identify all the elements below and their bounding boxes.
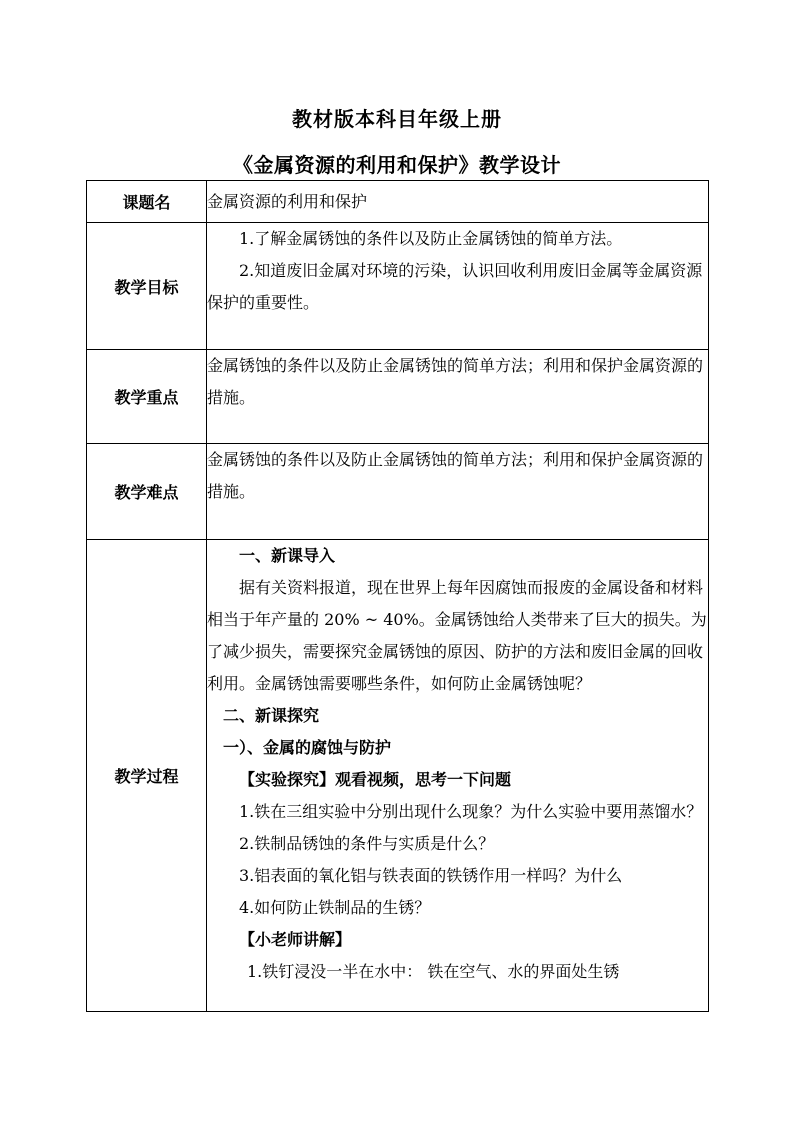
lesson-title: 《金属资源的利用和保护》教学设计 (233, 153, 561, 177)
question-item: 3.铝表面的氧化铝与铁表面的铁锈作用一样吗？为什么 (239, 866, 623, 885)
question-item: 1.铁在三组实验中分别出现什么现象？为什么实验中要用蒸馏水？ (239, 802, 703, 821)
difficulties-text: 金属锈蚀的条件以及防止金属锈蚀的简单方法；利用和保护金属资源的措施。 (207, 444, 709, 540)
objective-item: 1.了解金属锈蚀的条件以及防止金属锈蚀的简单方法。 (239, 229, 623, 248)
objectives-label: 教学目标 (87, 223, 207, 350)
process-row (87, 540, 709, 1012)
experiment-heading: 【实验探究】观看视频，思考一下问题 (239, 770, 512, 789)
process-label: 教学过程 (87, 540, 207, 1012)
key-points-label: 教学重点 (87, 350, 207, 444)
explain-heading: 【小老师讲解】 (239, 930, 352, 949)
section-heading: 一、新课导入 (239, 546, 336, 565)
key-points-row (87, 350, 709, 444)
document-title: 教材版本科目年级上册 (292, 107, 502, 131)
difficulties-label: 教学难点 (87, 444, 207, 540)
process-content (207, 540, 709, 1012)
objectives-row (87, 223, 709, 350)
section-heading: 二、新课探究 (223, 706, 320, 725)
objective-item: 2.知道废旧金属对环境的污染，认识回收利用废旧金属等金属资源保护的重要性。 (207, 261, 703, 312)
objectives-content (207, 223, 709, 350)
question-item: 4.如何防止铁制品的生锈？ (239, 898, 431, 917)
explain-item: 1.铁钉浸没一半在水中： 铁在空气、水的界面处生锈 (247, 962, 620, 981)
question-item: 2.铁制品锈蚀的条件与实质是什么？ (239, 834, 495, 853)
difficulties-row (87, 444, 709, 540)
key-points-text: 金属锈蚀的条件以及防止金属锈蚀的简单方法；利用和保护金属资源的措施。 (207, 350, 709, 444)
lesson-plan-table (86, 180, 709, 1012)
topic-value: 金属资源的利用和保护 (207, 181, 709, 223)
topic-row (87, 181, 709, 223)
topic-label: 课题名 (87, 181, 207, 223)
subsection-heading: 一）、金属的腐蚀与防护 (223, 738, 392, 757)
intro-paragraph: 据有关资料报道，现在世界上每年因腐蚀而报废的金属设备和材料相当于年产量的 20% ~ 40%。金属锈蚀给人类带来了巨大的损失。为了减少损失，需要探究金属锈蚀的原因、防护的方法和废旧金属的回收利用。金属锈蚀需要哪些条件，如何防止金属锈蚀呢？ (207, 578, 707, 693)
